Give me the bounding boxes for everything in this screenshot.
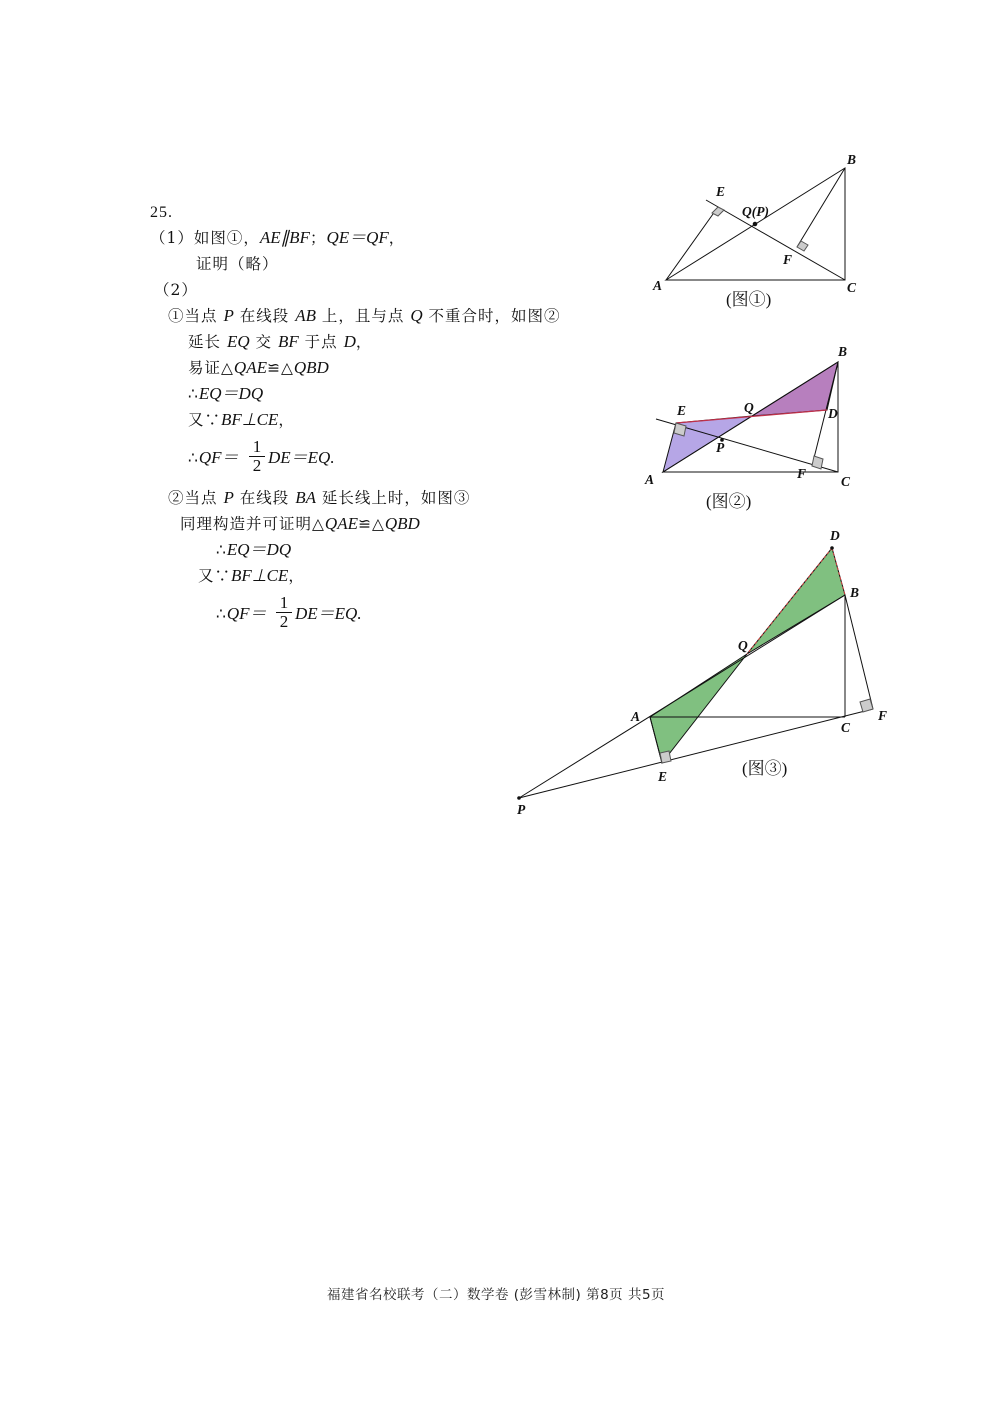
fig3-shaded-triangle-qbd bbox=[747, 548, 845, 654]
case2-fraction: $\frac{1}{2}$ bbox=[276, 594, 292, 631]
fig1-right-angle-f bbox=[797, 241, 808, 251]
part1-label: （1） bbox=[150, 229, 194, 247]
case2-line5-tail: DE＝EQ. bbox=[295, 604, 362, 623]
part1-line1: （1）如图①，AE∥BF；QE＝QF， bbox=[150, 228, 406, 247]
fig3-line-pb bbox=[519, 595, 845, 798]
fig3-segment-bf bbox=[845, 595, 873, 709]
case1-line2: 延长 EQ 交 BF 于点 D， bbox=[188, 332, 373, 351]
fig3-label-d: D bbox=[830, 528, 840, 543]
fig3-point-p bbox=[517, 796, 521, 800]
fig2-right-angle-e bbox=[674, 423, 686, 436]
part2-label: （2） bbox=[154, 281, 198, 299]
fig1-label-c: C bbox=[847, 280, 857, 295]
fig1-label-a: A bbox=[653, 278, 663, 293]
fig3-label-q: Q bbox=[738, 638, 748, 653]
fig2-label-b: B bbox=[838, 344, 848, 359]
fig3-caption: (图③) bbox=[742, 759, 788, 778]
case1-line5: 又∵BF⊥CE， bbox=[188, 410, 295, 429]
case2-line2: 同理构造并可证明△QAE≌△QBD bbox=[180, 514, 420, 533]
fig3-label-c: C bbox=[841, 720, 851, 735]
fig2-label-f: F bbox=[797, 466, 807, 481]
problem-number: 25. bbox=[150, 204, 173, 221]
case2-line1: ②当点 P 在线段 BA 延长线上时，如图③ bbox=[168, 488, 471, 507]
case1-fraction: $\frac{1}{2}$ bbox=[249, 438, 265, 475]
case1-line6-tail: DE＝EQ. bbox=[268, 448, 335, 467]
fig2-label-c: C bbox=[841, 474, 851, 489]
fig3-line-pf bbox=[519, 709, 873, 798]
fig3-label-p: P bbox=[517, 802, 526, 817]
fig1-point-q bbox=[753, 222, 757, 226]
fig1-caption: (图①) bbox=[726, 290, 772, 309]
fig1-label-b: B bbox=[847, 152, 857, 167]
fig3-label-e: E bbox=[658, 769, 668, 784]
fig1-label-qp: Q(P) bbox=[742, 204, 769, 219]
fig2-caption: (图②) bbox=[706, 492, 752, 511]
fig1-segment-bf bbox=[797, 168, 845, 247]
case1-line6: ∴QF＝ bbox=[188, 448, 239, 467]
fig2-label-d: D bbox=[828, 406, 838, 421]
case2-line3: ∴EQ＝DQ bbox=[216, 540, 292, 559]
fig1-label-e: E bbox=[716, 184, 726, 199]
figure-3 bbox=[517, 546, 873, 800]
fig2-label-p: P bbox=[716, 440, 725, 455]
fig2-label-q: Q bbox=[744, 400, 754, 415]
case1-line4: ∴EQ＝DQ bbox=[188, 384, 264, 403]
fig3-right-angle-f bbox=[860, 699, 873, 712]
figure-1 bbox=[666, 168, 845, 280]
fig3-label-a: A bbox=[631, 709, 641, 724]
fig1-right-angle-e bbox=[712, 207, 724, 216]
case2-line4: 又∵BF⊥CE， bbox=[198, 566, 305, 585]
fig3-right-angle-e bbox=[660, 751, 671, 763]
fig2-right-angle-f bbox=[812, 456, 823, 469]
fig1-segment-ae bbox=[666, 207, 718, 280]
fig1-label-f: F bbox=[783, 252, 793, 267]
fig3-label-f: F bbox=[878, 708, 888, 723]
case2-line5: ∴QF＝ bbox=[216, 604, 267, 623]
fig3-shaded-triangle-qae bbox=[650, 654, 747, 763]
fig3-point-d bbox=[830, 546, 834, 550]
fig3-label-b: B bbox=[850, 585, 860, 600]
part1-proof-note: 证明（略） bbox=[196, 255, 279, 273]
fig2-label-a: A bbox=[645, 472, 655, 487]
page-footer: 福建省名校联考（二）数学卷 (彭雪林制) 第8页 共5页 bbox=[326, 1287, 666, 1303]
fig2-label-e: E bbox=[677, 403, 687, 418]
case1-line3: 易证△QAE≌△QBD bbox=[188, 358, 329, 377]
case1-line1: ①当点 P 在线段 AB 上，且与点 Q 不重合时，如图② bbox=[168, 306, 561, 325]
